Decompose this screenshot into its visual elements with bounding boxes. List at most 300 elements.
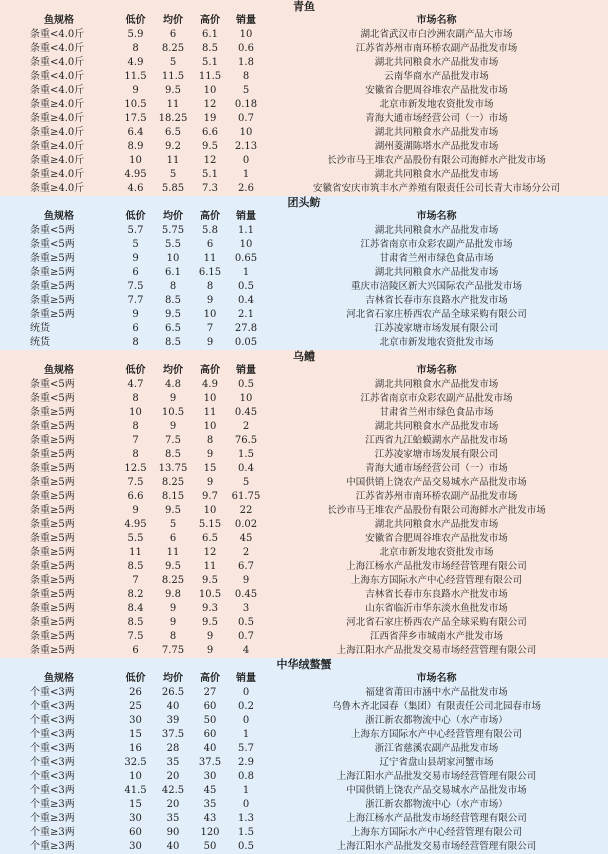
spec-cell: 条重≥5两 bbox=[30, 281, 75, 292]
market-name-cell: 甘肃省兰州市绿色食品市场 bbox=[379, 253, 494, 264]
spec-cell: 条重<5两 bbox=[30, 379, 75, 390]
volume-cell: 0.4 bbox=[238, 295, 254, 306]
market-name-cell: 乌鲁木齐北园春（集团）有限责任公司北园春市场 bbox=[331, 701, 541, 712]
low-price-cell: 8.4 bbox=[127, 603, 144, 614]
high-price-cell: 37.5 bbox=[198, 757, 222, 768]
avg-price-cell: 11 bbox=[166, 155, 180, 166]
avg-price-cell: 9.8 bbox=[165, 589, 181, 600]
market-name-cell: 上海江阳水产品批发交易市场经营管理有限公司 bbox=[336, 841, 537, 852]
low-price-cell: 5.9 bbox=[127, 29, 144, 40]
market-name-cell: 重庆市涪陵区新大兴国际农产品批发市场 bbox=[350, 281, 522, 292]
high-price-cell: 8.5 bbox=[202, 43, 218, 54]
high-price-cell: 50 bbox=[203, 715, 217, 726]
avg-price-cell: 40 bbox=[166, 701, 180, 712]
volume-cell: 1 bbox=[242, 267, 250, 278]
high-price-cell: 11.5 bbox=[198, 71, 222, 82]
volume-cell: 2.1 bbox=[238, 309, 254, 320]
volume-cell: 0.5 bbox=[238, 841, 254, 852]
spec-cell: 条重≥5两 bbox=[30, 589, 75, 600]
table-row bbox=[0, 784, 608, 798]
low-price-cell: 12.5 bbox=[124, 463, 147, 474]
species-section bbox=[0, 658, 608, 854]
volume-cell: 0.5 bbox=[238, 617, 254, 628]
low-price-cell: 30 bbox=[129, 813, 142, 824]
low-price-cell: 6.6 bbox=[127, 491, 144, 502]
avg-price-cell: 18.25 bbox=[158, 113, 188, 124]
market-name-cell: 安徽省合肥周谷堆农产品批发市场 bbox=[365, 85, 508, 96]
spec-cell: 条重≥4.0斤 bbox=[30, 169, 85, 180]
avg-price-cell: 90 bbox=[166, 827, 180, 838]
spec-cell: 条重≥5两 bbox=[30, 309, 75, 320]
spec-cell: 条重<4.0斤 bbox=[30, 57, 85, 68]
species-section bbox=[0, 196, 608, 350]
low-price-cell: 8.5 bbox=[127, 561, 144, 572]
high-price-cell: 120 bbox=[200, 827, 220, 838]
market-name-cell: 浙江新农都物流中心（水产市场） bbox=[365, 715, 508, 726]
spec-cell: 条重≥4.0斤 bbox=[30, 183, 85, 194]
table-row bbox=[0, 616, 608, 630]
market-name-cell: 江苏省苏州市南环桥农副产品批发市场 bbox=[355, 43, 518, 54]
volume-cell: 2.9 bbox=[238, 757, 254, 768]
high-price-cell: 35 bbox=[203, 799, 217, 810]
avg-price-cell: 5.85 bbox=[161, 183, 185, 194]
avg-price-cell: 9 bbox=[169, 393, 177, 404]
low-price-cell: 4.9 bbox=[127, 57, 144, 68]
table-row bbox=[0, 770, 608, 784]
avg-price-cell: 37.5 bbox=[161, 729, 185, 740]
volume-cell: 0.18 bbox=[234, 99, 258, 110]
volume-cell: 10 bbox=[239, 239, 253, 250]
market-name-cell: 江苏省南京市众彩农副产品批发市场 bbox=[360, 393, 513, 404]
high-price-cell: 9.3 bbox=[202, 603, 218, 614]
price-table bbox=[0, 210, 608, 350]
market-name-cell: 浙江省慈溪农副产品批发市场 bbox=[374, 743, 499, 754]
spec-cell: 条重≥5两 bbox=[30, 617, 75, 628]
table-row bbox=[0, 742, 608, 756]
spec-cell: 条重≥5两 bbox=[30, 575, 75, 586]
avg-price-cell: 8.25 bbox=[161, 43, 185, 54]
column-header-market: 市场名称 bbox=[416, 15, 457, 26]
avg-price-cell: 13.75 bbox=[158, 463, 188, 474]
high-price-cell: 8 bbox=[206, 435, 214, 446]
avg-price-cell: 7.75 bbox=[161, 645, 185, 656]
volume-cell: 0.8 bbox=[238, 771, 254, 782]
spec-cell: 条重<4.0斤 bbox=[30, 29, 85, 40]
avg-price-cell: 9 bbox=[169, 421, 177, 432]
low-price-cell: 26 bbox=[129, 687, 142, 698]
spec-cell: 条重≥5两 bbox=[30, 463, 75, 474]
low-price-cell: 7.5 bbox=[127, 477, 144, 488]
column-header-market: 市场名称 bbox=[416, 365, 457, 376]
avg-price-cell: 6.1 bbox=[165, 267, 181, 278]
high-price-cell: 30 bbox=[203, 771, 217, 782]
market-name-cell: 浙江新农都物流中心（水产市场） bbox=[365, 799, 508, 810]
column-header-high: 高价 bbox=[200, 673, 220, 684]
avg-price-cell: 8.5 bbox=[165, 449, 181, 460]
low-price-cell: 6 bbox=[132, 645, 139, 656]
spec-cell: 个重<3两 bbox=[30, 771, 75, 782]
spec-cell: 条重≥5两 bbox=[30, 477, 75, 488]
avg-price-cell: 10.5 bbox=[161, 407, 185, 418]
table-row bbox=[0, 588, 608, 602]
column-header-market: 市场名称 bbox=[416, 211, 457, 222]
volume-cell: 27.8 bbox=[234, 323, 258, 334]
market-name-cell: 湖北共同粮食水产品批发市场 bbox=[374, 127, 499, 138]
low-price-cell: 6 bbox=[132, 267, 139, 278]
column-header-volume: 销量 bbox=[236, 211, 256, 222]
high-price-cell: 10 bbox=[203, 393, 217, 404]
high-price-cell: 10 bbox=[203, 309, 217, 320]
high-price-cell: 27 bbox=[203, 687, 217, 698]
spec-cell: 条重≥5两 bbox=[30, 519, 75, 530]
market-name-cell: 中国供销上饶农产品交易城水产品批发市场 bbox=[346, 477, 527, 488]
spec-cell: 条重≥5两 bbox=[30, 253, 75, 264]
volume-cell: 10 bbox=[239, 29, 253, 40]
low-price-cell: 17.5 bbox=[124, 113, 147, 124]
column-header-low: 低价 bbox=[125, 15, 146, 26]
avg-price-cell: 9.5 bbox=[165, 85, 181, 96]
low-price-cell: 11 bbox=[129, 547, 142, 558]
high-price-cell: 60 bbox=[203, 701, 217, 712]
market-name-cell: 江苏省苏州市南环桥农副产品批发市场 bbox=[355, 491, 518, 502]
column-header-high: 高价 bbox=[200, 15, 220, 26]
volume-cell: 0 bbox=[242, 715, 250, 726]
table-row bbox=[0, 560, 608, 574]
volume-cell: 0.5 bbox=[238, 379, 254, 390]
low-price-cell: 5 bbox=[132, 239, 139, 250]
volume-cell: 10 bbox=[239, 127, 253, 138]
low-price-cell: 9 bbox=[132, 253, 139, 264]
table-row bbox=[0, 140, 608, 154]
column-header-volume: 销量 bbox=[236, 365, 256, 376]
column-header-high: 高价 bbox=[200, 365, 220, 376]
low-price-cell: 6.4 bbox=[127, 127, 144, 138]
column-header-spec: 鱼规格 bbox=[44, 211, 74, 222]
column-header-high: 高价 bbox=[200, 211, 220, 222]
low-price-cell: 9 bbox=[132, 505, 139, 516]
table-row bbox=[0, 168, 608, 182]
table-row bbox=[0, 406, 608, 420]
table-row bbox=[0, 798, 608, 812]
market-name-cell: 湖北省武汉市白沙洲农副产品大市场 bbox=[360, 29, 513, 40]
market-name-cell: 湖北共同粮食水产品批发市场 bbox=[374, 169, 499, 180]
high-price-cell: 5.15 bbox=[198, 519, 222, 530]
high-price-cell: 9 bbox=[206, 477, 214, 488]
table-row bbox=[0, 602, 608, 616]
table-row bbox=[0, 686, 608, 700]
market-name-cell: 上海东方国际水产中心经营管理有限公司 bbox=[350, 729, 522, 740]
low-price-cell: 4.95 bbox=[124, 519, 147, 530]
table-row bbox=[0, 84, 608, 98]
spec-cell: 个重≥3两 bbox=[30, 813, 75, 824]
column-header-low: 低价 bbox=[125, 211, 146, 222]
avg-price-cell: 6.5 bbox=[165, 323, 181, 334]
table-row bbox=[0, 546, 608, 560]
volume-cell: 0.45 bbox=[234, 407, 258, 418]
spec-cell: 个重<3两 bbox=[30, 687, 75, 698]
volume-cell: 0 bbox=[242, 799, 250, 810]
high-price-cell: 40 bbox=[203, 743, 217, 754]
market-name-cell: 上海江阳水产品批发交易市场经营管理有限公司 bbox=[336, 771, 537, 782]
volume-cell: 61.75 bbox=[231, 491, 261, 502]
header-row bbox=[0, 14, 608, 28]
market-name-cell: 青海大通市场经营公司（一）市场 bbox=[365, 113, 508, 124]
spec-cell: 条重≥5两 bbox=[30, 533, 75, 544]
spec-cell: 个重<3两 bbox=[30, 743, 75, 754]
avg-price-cell: 6 bbox=[169, 533, 177, 544]
species-section bbox=[0, 0, 608, 196]
price-table bbox=[0, 672, 608, 854]
high-price-cell: 50 bbox=[203, 841, 217, 852]
high-price-cell: 9 bbox=[206, 337, 214, 348]
avg-price-cell: 8 bbox=[169, 281, 177, 292]
high-price-cell: 9 bbox=[206, 631, 214, 642]
high-price-cell: 6.15 bbox=[198, 267, 222, 278]
avg-price-cell: 28 bbox=[166, 743, 180, 754]
table-row bbox=[0, 112, 608, 126]
avg-price-cell: 11 bbox=[166, 547, 180, 558]
low-price-cell: 16 bbox=[129, 743, 142, 754]
market-name-cell: 安徽省合肥周谷堆农产品批发市场 bbox=[365, 533, 508, 544]
price-table bbox=[0, 364, 608, 658]
market-name-cell: 甘肃省兰州市绿色食品市场 bbox=[379, 407, 494, 418]
low-price-cell: 15 bbox=[129, 729, 142, 740]
volume-cell: 5 bbox=[242, 85, 250, 96]
market-name-cell: 辽宁省盘山县胡家河蟹市场 bbox=[379, 757, 494, 768]
low-price-cell: 6 bbox=[132, 323, 139, 334]
high-price-cell: 11 bbox=[203, 407, 217, 418]
spec-cell: 条重≥5两 bbox=[30, 407, 75, 418]
high-price-cell: 9.5 bbox=[202, 575, 218, 586]
low-price-cell: 8 bbox=[132, 449, 139, 460]
avg-price-cell: 10 bbox=[166, 253, 180, 264]
column-header-low: 低价 bbox=[125, 365, 146, 376]
table-row bbox=[0, 182, 608, 196]
spec-cell: 个重≥3两 bbox=[30, 799, 75, 810]
low-price-cell: 9 bbox=[132, 309, 139, 320]
column-header-volume: 销量 bbox=[236, 15, 256, 26]
avg-price-cell: 8.5 bbox=[165, 337, 181, 348]
market-name-cell: 中国供销上饶农产品交易城水产品批发市场 bbox=[346, 785, 527, 796]
avg-price-cell: 9.2 bbox=[165, 141, 181, 152]
volume-cell: 0.65 bbox=[234, 253, 258, 264]
market-name-cell: 上海江阳水产品批发交易市场经营管理有限公司 bbox=[336, 645, 537, 656]
volume-cell: 2 bbox=[242, 547, 250, 558]
volume-cell: 10 bbox=[239, 393, 253, 404]
avg-price-cell: 8.25 bbox=[161, 575, 185, 586]
high-price-cell: 9.5 bbox=[202, 141, 218, 152]
table-row bbox=[0, 336, 608, 350]
low-price-cell: 60 bbox=[129, 827, 142, 838]
volume-cell: 0.02 bbox=[234, 519, 258, 530]
column-header-spec: 鱼规格 bbox=[44, 673, 74, 684]
spec-cell: 条重≥4.0斤 bbox=[30, 127, 85, 138]
low-price-cell: 8.9 bbox=[127, 141, 144, 152]
table-row bbox=[0, 154, 608, 168]
column-header-low: 低价 bbox=[125, 673, 146, 684]
avg-price-cell: 9.5 bbox=[165, 309, 181, 320]
table-row bbox=[0, 42, 608, 56]
avg-price-cell: 5.75 bbox=[161, 225, 185, 236]
section-title: 乌鳢 bbox=[293, 350, 315, 363]
high-price-cell: 9 bbox=[206, 645, 214, 656]
volume-cell: 3 bbox=[242, 603, 250, 614]
avg-price-cell: 9 bbox=[169, 603, 177, 614]
volume-cell: 0.5 bbox=[238, 281, 254, 292]
table-row bbox=[0, 28, 608, 42]
low-price-cell: 41.5 bbox=[124, 785, 147, 796]
spec-cell: 条重<5两 bbox=[30, 225, 75, 236]
spec-cell: 统货 bbox=[30, 337, 50, 348]
high-price-cell: 12 bbox=[203, 155, 217, 166]
market-name-cell: 江苏省南京市众彩农副产品批发市场 bbox=[360, 239, 513, 250]
table-row bbox=[0, 126, 608, 140]
spec-cell: 条重<5两 bbox=[30, 239, 75, 250]
column-header-avg: 均价 bbox=[163, 365, 183, 376]
market-name-cell: 吉林省长春市东良路水产批发市场 bbox=[365, 295, 508, 306]
low-price-cell: 7.5 bbox=[127, 281, 144, 292]
spec-cell: 条重≥5两 bbox=[30, 295, 75, 306]
volume-cell: 0.7 bbox=[238, 631, 254, 642]
market-name-cell: 湖北共同粮食水产品批发市场 bbox=[374, 267, 499, 278]
table-row bbox=[0, 644, 608, 658]
market-name-cell: 北京市新发地农资批发市场 bbox=[379, 547, 494, 558]
market-name-cell: 湖州菱湖陈塔水产品批发市场 bbox=[374, 141, 499, 152]
avg-price-cell: 5 bbox=[169, 519, 177, 530]
spec-cell: 个重<3两 bbox=[30, 715, 75, 726]
low-price-cell: 8 bbox=[132, 393, 139, 404]
high-price-cell: 43 bbox=[203, 813, 217, 824]
spec-cell: 条重<4.0斤 bbox=[30, 43, 85, 54]
volume-cell: 1 bbox=[242, 729, 250, 740]
high-price-cell: 7.3 bbox=[202, 183, 218, 194]
avg-price-cell: 9 bbox=[169, 617, 177, 628]
table-row bbox=[0, 238, 608, 252]
volume-cell: 0.2 bbox=[238, 701, 254, 712]
market-name-cell: 上海东方国际水产中心经营管理有限公司 bbox=[350, 575, 522, 586]
spec-cell: 条重≥5两 bbox=[30, 561, 75, 572]
low-price-cell: 5.5 bbox=[127, 533, 144, 544]
table-row bbox=[0, 504, 608, 518]
high-price-cell: 5.1 bbox=[202, 169, 218, 180]
market-name-cell: 湖北共同粮食水产品批发市场 bbox=[374, 519, 499, 530]
avg-price-cell: 42.5 bbox=[161, 785, 185, 796]
spec-cell: 条重≥5两 bbox=[30, 267, 75, 278]
table-row bbox=[0, 420, 608, 434]
spec-cell: 条重≥5两 bbox=[30, 603, 75, 614]
high-price-cell: 10.5 bbox=[198, 589, 222, 600]
spec-cell: 条重<5两 bbox=[30, 393, 75, 404]
low-price-cell: 7 bbox=[132, 435, 139, 446]
table-row bbox=[0, 98, 608, 112]
volume-cell: 0.45 bbox=[234, 589, 258, 600]
table-row bbox=[0, 840, 608, 854]
volume-cell: 9 bbox=[242, 575, 250, 586]
high-price-cell: 45 bbox=[203, 785, 217, 796]
column-header-volume: 销量 bbox=[236, 673, 256, 684]
table-row bbox=[0, 378, 608, 392]
volume-cell: 1 bbox=[242, 785, 250, 796]
high-price-cell: 9.7 bbox=[202, 491, 218, 502]
market-name-cell: 福建省莆田市涵中水产品批发市场 bbox=[365, 687, 508, 698]
volume-cell: 6.7 bbox=[238, 561, 254, 572]
market-name-cell: 上海江杨水产品批发市场经营管理有限公司 bbox=[346, 561, 527, 572]
low-price-cell: 10 bbox=[129, 771, 142, 782]
avg-price-cell: 20 bbox=[166, 771, 180, 782]
table-row bbox=[0, 756, 608, 770]
table-row bbox=[0, 70, 608, 84]
high-price-cell: 9 bbox=[206, 449, 214, 460]
table-row bbox=[0, 532, 608, 546]
avg-price-cell: 26.5 bbox=[161, 687, 185, 698]
high-price-cell: 10 bbox=[203, 85, 217, 96]
avg-price-cell: 8 bbox=[169, 631, 177, 642]
spec-cell: 条重≥5两 bbox=[30, 421, 75, 432]
table-row bbox=[0, 700, 608, 714]
price-table bbox=[0, 14, 608, 196]
header-row bbox=[0, 364, 608, 378]
market-name-cell: 北京市新发地农资批发市场 bbox=[379, 99, 494, 110]
avg-price-cell: 39 bbox=[166, 715, 180, 726]
low-price-cell: 4.95 bbox=[124, 169, 147, 180]
avg-price-cell: 5 bbox=[169, 169, 177, 180]
high-price-cell: 10 bbox=[203, 505, 217, 516]
table-row bbox=[0, 224, 608, 238]
table-row bbox=[0, 280, 608, 294]
low-price-cell: 30 bbox=[129, 841, 142, 852]
spec-cell: 统货 bbox=[30, 323, 50, 334]
avg-price-cell: 8.25 bbox=[161, 477, 185, 488]
header-row bbox=[0, 210, 608, 224]
market-name-cell: 湖北共同粮食水产品批发市场 bbox=[374, 379, 499, 390]
volume-cell: 0.7 bbox=[238, 113, 254, 124]
spec-cell: 个重<3两 bbox=[30, 785, 75, 796]
table-row bbox=[0, 56, 608, 70]
volume-cell: 5.7 bbox=[238, 743, 254, 754]
header-row bbox=[0, 672, 608, 686]
species-section bbox=[0, 350, 608, 658]
spec-cell: 个重<3两 bbox=[30, 757, 75, 768]
table-row bbox=[0, 266, 608, 280]
spec-cell: 条重≥5两 bbox=[30, 631, 75, 642]
low-price-cell: 4.6 bbox=[127, 183, 144, 194]
low-price-cell: 7 bbox=[132, 575, 139, 586]
volume-cell: 8 bbox=[242, 71, 250, 82]
avg-price-cell: 6.5 bbox=[165, 127, 181, 138]
volume-cell: 0.6 bbox=[238, 43, 254, 54]
market-name-cell: 江苏凌家塘市场发展有限公司 bbox=[374, 449, 499, 460]
market-name-cell: 江苏凌家塘市场发展有限公司 bbox=[374, 323, 499, 334]
spec-cell: 条重≥5两 bbox=[30, 449, 75, 460]
table-row bbox=[0, 392, 608, 406]
section-title: 团头鲂 bbox=[287, 196, 321, 209]
table-row bbox=[0, 294, 608, 308]
high-price-cell: 11 bbox=[203, 561, 217, 572]
table-row bbox=[0, 476, 608, 490]
market-name-cell: 江西省九江蛤蟆湖水产品批发市场 bbox=[365, 435, 508, 446]
low-price-cell: 8 bbox=[132, 421, 139, 432]
volume-cell: 2.13 bbox=[234, 141, 258, 152]
column-header-market: 市场名称 bbox=[416, 673, 457, 684]
column-header-avg: 均价 bbox=[163, 211, 183, 222]
table-row bbox=[0, 518, 608, 532]
volume-cell: 2.6 bbox=[238, 183, 254, 194]
high-price-cell: 6.1 bbox=[202, 29, 218, 40]
avg-price-cell: 35 bbox=[166, 813, 180, 824]
volume-cell: 45 bbox=[239, 533, 253, 544]
spec-cell: 条重≥5两 bbox=[30, 547, 75, 558]
market-name-cell: 北京市新发地农资批发市场 bbox=[379, 337, 494, 348]
